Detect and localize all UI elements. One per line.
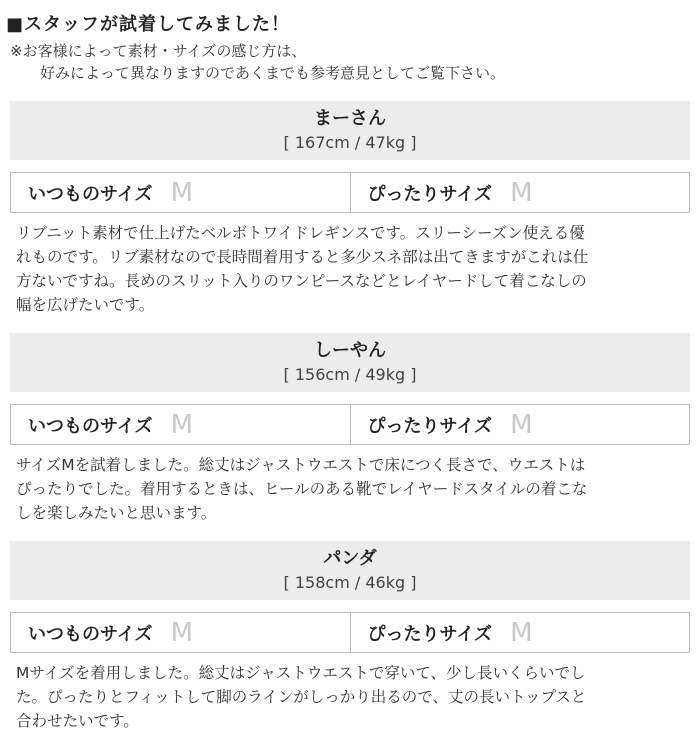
comment-line: リブニット素材で仕上げたベルボトワイドレギンスです。スリーシーズン使える優 [16,224,585,242]
comment-line: 合わせたいです。 [16,712,139,730]
fit-size-value: M [510,177,533,208]
staff-review-2 [10,333,690,525]
usual-size-label: いつものサイズ [28,183,153,205]
size-table [10,612,690,653]
usual-size-value: M [170,409,193,440]
size-table [10,172,690,213]
comment-line: 幅を広げたいです。 [16,296,155,314]
staff-name-box [10,101,690,160]
usual-size-label: いつものサイズ [28,415,153,437]
usual-size-cell [11,405,350,444]
fit-size-cell [350,173,690,212]
comment-line: 方ないですね。長めのスリット入りのワンピースなどとレイヤードして着こなしの [16,272,587,290]
staff-name-box [10,333,690,392]
size-table [10,404,690,445]
note-line-2: 好みによって異なりますのであくまでも参考意見としてご覧下さい。 [40,64,506,82]
fit-size-cell [350,613,690,652]
staff-stats: [ 167cm / 47kg ] [283,133,417,152]
staff-review-1 [10,101,690,317]
fit-size-label: ぴったりサイズ [367,415,493,437]
fit-size-value: M [510,409,533,440]
comment-line: Mサイズを着用しました。総丈はジャストウエストで穿いて、少し長いくらいでし [16,664,586,682]
staff-review-3 [10,541,690,733]
usual-size-value: M [170,177,193,208]
fit-size-value: M [510,617,533,648]
comment-line: ぴったりでした。着用するときは、ヒールのある靴でレイヤードスタイルの着こな [16,480,588,498]
comment-line: た。ぴったりとフィットして脚のラインがしっかり出るので、丈の長いトップスと [16,688,587,706]
staff-comment [10,661,690,733]
staff-name: しーやん [314,340,386,361]
staff-stats: [ 158cm / 46kg ] [283,573,417,592]
page-title: ■スタッフが試着してみました！ [6,14,291,35]
fit-size-label: ぴったりサイズ [367,623,493,645]
comment-line: サイズMを試着しました。総丈はジャストウエストで床につく長さで、ウエストは [16,456,586,474]
fit-size-label: ぴったりサイズ [367,183,493,205]
staff-name: パンダ [323,548,377,569]
comment-line: しを楽しみたいと思います。 [16,504,217,522]
comment-line: れものです。リブ素材なので長時間着用すると多少スネ部は出てきますがこれは仕 [16,248,589,266]
staff-comment [10,221,690,317]
fit-size-cell [350,405,690,444]
staff-name: まーさん [314,108,386,129]
staff-stats: [ 156cm / 49kg ] [283,365,417,384]
usual-size-value: M [170,617,193,648]
usual-size-cell [11,173,350,212]
usual-size-label: いつものサイズ [28,623,153,645]
staff-comment [10,453,690,525]
staff-name-box [10,541,690,600]
note-line-1: ※お客様によって素材・サイズの感じ方は、 [10,42,307,60]
usual-size-cell [11,613,350,652]
